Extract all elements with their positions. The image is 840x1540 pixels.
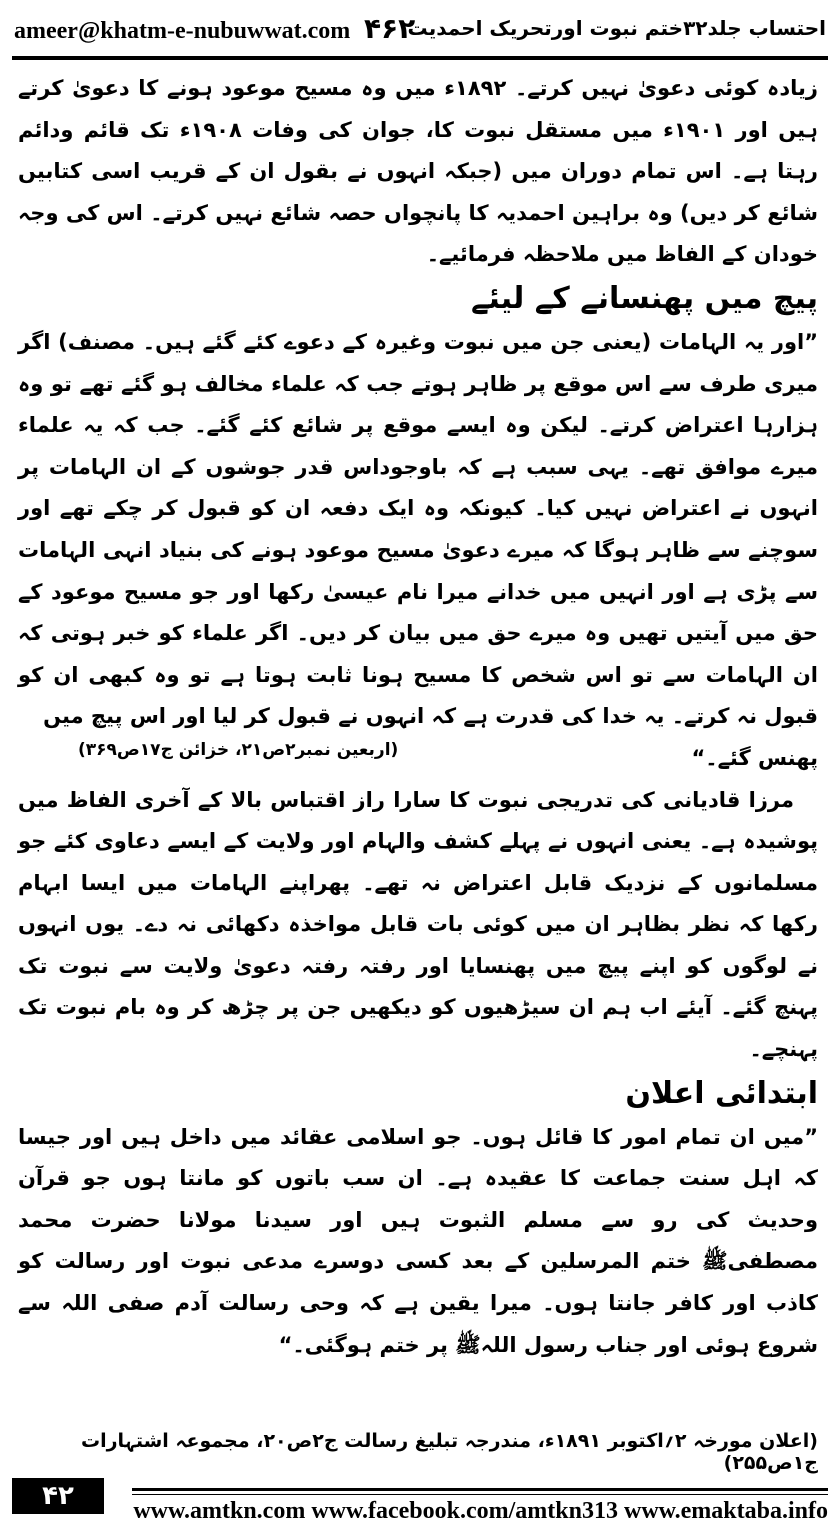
footer-divider-thick [132,1488,828,1491]
page-content [18,68,818,1366]
page-header [14,10,826,54]
footer-page-number: ۴۲ [12,1478,104,1514]
footer-divider-thin [132,1494,828,1495]
quote-ilhamat: ”اور یہ الہامات (یعنی جن میں نبوت وغیرہ کے دعوے کئے گئے ہیں۔ مصنف) اگر میری طرف سے اس موقع پر ظاہر ہوتے جب کہ علماء مخالف ہو گئے تھے تو وہ ہزارہا اعتراض کرتے۔ لیکن وہ ایسے موقع پر شائع کئے گئے۔ جب کہ یہ علماء میرے موافق تھے۔ یہی سبب ہے کہ باوجوداس قدر جوشوں کے ان الہامات پر انہوں نے اعتراض نہیں کیا۔ کیونکہ وہ ایک دفعہ ان کو قبول کر چکے تھے اور سوچنے سے ظاہر ہوگا کہ میرے دعویٰ مسیح موعود ہونے کی بنیاد انہی الہامات سے پڑی ہے اور انہیں میں خدانے میرا نام عیسیٰ رکھا اور جو مسیح موعود کے حق میں آیتیں تھیں وہ میرے حق میں بیان کر دیں۔ اگر علماء کو خبر ہوتی کہ ان الہامات سے تو اس شخص کا مسیح ہونا ثابت ہوتا ہے تو وہ کبھی ان کو قبول نہ کرتے۔ یہ خدا کی قدرت ہے کہ انہوں نے قبول کر لیا اور اس پیچ میں [18,329,818,729]
quote-ilhamat-end: پھنس گئے۔“ [691,745,818,770]
quote-initial-announcement: ”میں ان تمام امور کا قائل ہوں۔ جو اسلامی عقائد میں داخل ہیں اور جیسا کہ اہل سنت جماعت کا عقیدہ ہے۔ ان سب باتوں کو مانتا ہوں جو قرآن وحدیث کی رو سے مسلم الثبوت ہیں اور سیدنا مولانا حضرت محمد مصطفیﷺ ختم المرسلین کے بعد کسی دوسرے مدعی نبوت اور رسالت کو کاذب اور کافر جانتا ہوں۔ میرا یقین ہے کہ وحی رسالت آدم صفی اللہ سے شروع ہوئی اور جناب رسول اللہﷺ پر ختم ہوگئی۔“ [18,1124,818,1357]
announcement-citation: (اعلان مورخہ ۲؍اکتوبر ۱۸۹۱ء، مندرجہ تبلیغ رسالت ج۲ص۲۰، مجموعہ اشتہارات ج۱ص۲۵۵) [81,1430,818,1474]
page-footer [12,1478,828,1528]
paragraph-intro: زیادہ کوئی دعویٰ نہیں کرتے۔ ۱۸۹۲ء میں وہ مسیح موعود ہونے کا دعویٰ کرتے ہیں اور ۱۹۰۱ء میں مستقل نبوت کا، جوان کی وفات ۱۹۰۸ء تک قائم ودائم رہتا ہے۔ اس تمام دوران میں (جبکہ انہوں نے بقول ان کے قریب اسی کتابیں شائع کر دیں) وہ براہین احمدیہ کا پانچواں حصہ شائع نہیں کرتے۔ اس کی وجہ خودان کے الفاظ میں ملاحظہ فرمائیے۔ [18,76,818,267]
header-email: ameer@khatm-e-nubuwwat.com [14,18,351,44]
quote-ilhamat-citation: (اربعین نمبر۲ص۲۱، خزائن ج۱۷ص۳۶۹) [78,739,399,760]
section-heading-initial-announcement: ابتدائی اعلان [625,1075,818,1111]
section-heading-trap: پیچ میں پھنسانے کے لیئے [470,280,818,316]
paragraph-gradual-prophethood: مرزا قادیانی کی تدریجی نبوت کا سارا راز اقتباس بالا کے آخری الفاظ میں پوشیدہ ہے۔ یعنی انہوں نے پہلے کشف والہام اور ولایت کے ایسے دعاوی کئے جو مسلمانوں کے نزدیک قابل اعتراض نہ تھے۔ پھراپنے الہامات میں ایسا ابہام رکھا کہ نظر بظاہر ان میں کوئی بات قابل مواخذہ دکھائی نہ دے۔ یوں انہوں نے لوگوں کو اپنے پیچ میں پھنسایا اور رفتہ رفتہ دعویٰ ولایت سے نبوت تک پہنچ گئے۔ آیئے اب ہم ان سیڑھیوں کو دیکھیں جن پر چڑھ کر وہ بام نبوت تک پہنچے۔ [18,787,818,1062]
quote-ilhamat-end-line [18,738,818,780]
header-page-number: ۴۶۲ [364,12,416,45]
header-divider [12,56,828,60]
header-book-title: احتساب جلد۳۲ختم نبوت اورتحریک احمدیت [407,16,826,40]
footer-website-links: www.amtkn.com www.facebook.com/amtkn313 www.emaktaba.info [133,1498,828,1524]
